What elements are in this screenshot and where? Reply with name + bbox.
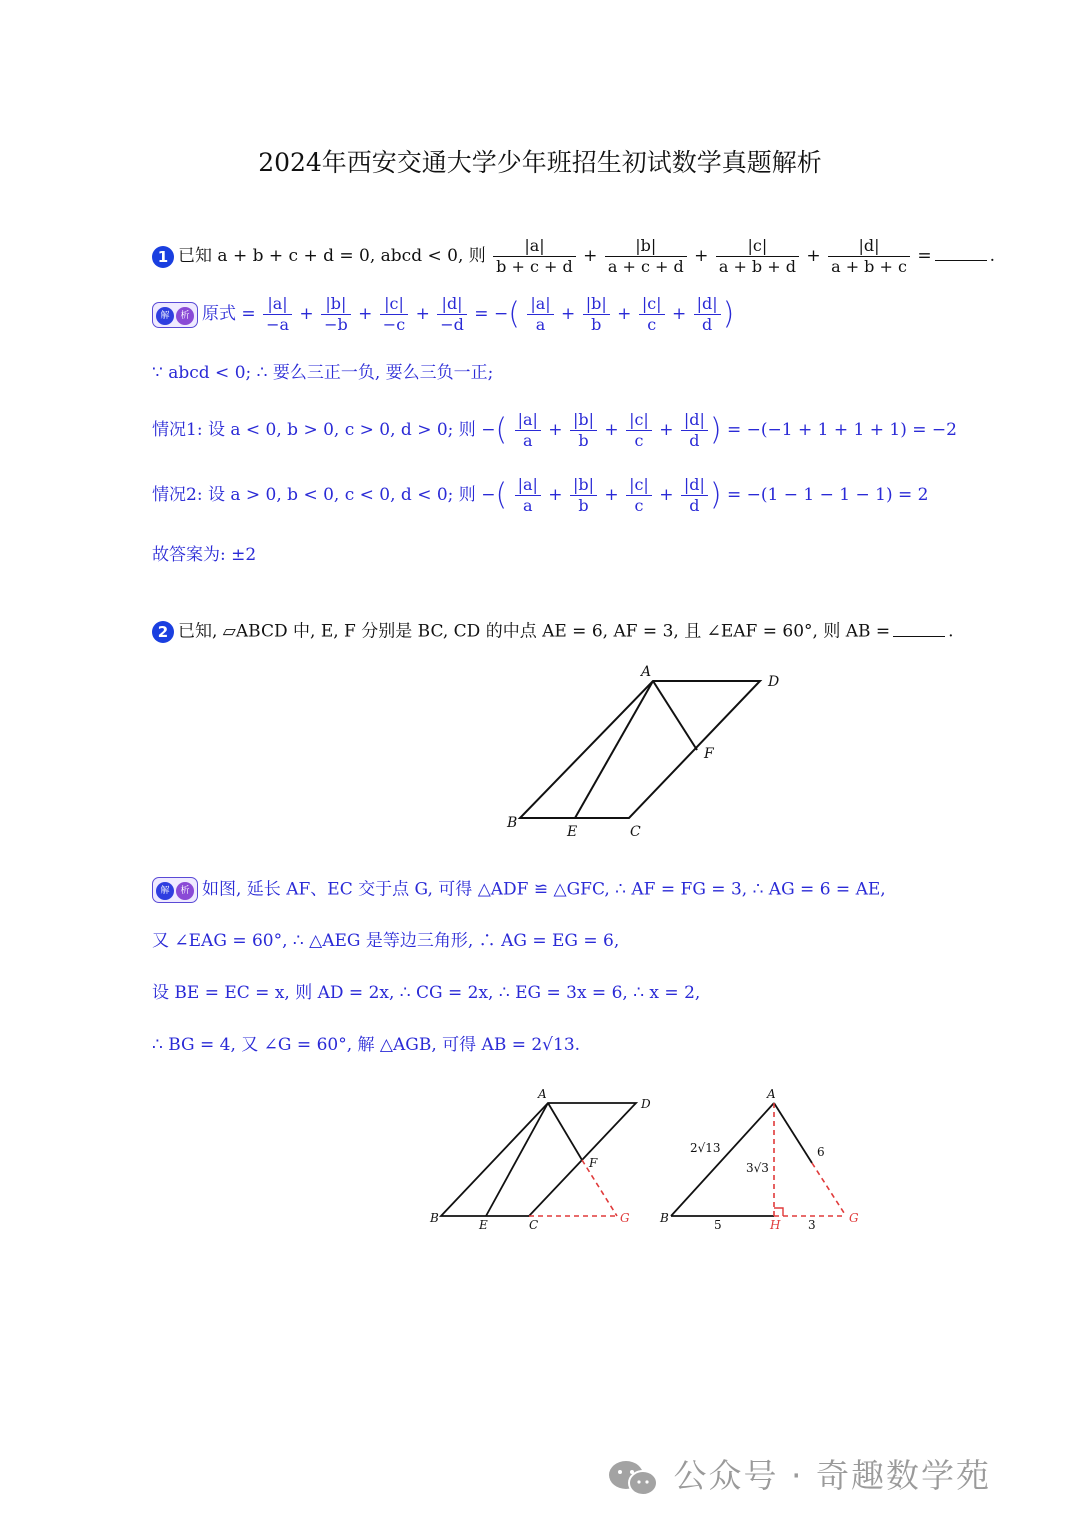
question-1-stem: 已知 a + b + c + d = 0, abcd < 0, 则 (178, 246, 486, 266)
point-label-e: E (567, 824, 578, 840)
right-angle-mark (774, 1208, 783, 1216)
svg-text:B: B (660, 1211, 669, 1225)
fraction: $\frac{|a|}{a}$ (527, 294, 553, 335)
solution-2-line-4: ∴ BG = 4, 又 ∠G = 60°, 解 △AGB, 可得 AB = 2√13. (152, 1035, 581, 1055)
solution-1-answer: 故答案为: ±2 (152, 545, 257, 565)
fraction: $\frac{|a|}{b + c + d}$ (493, 236, 576, 277)
svg-text:6: 6 (817, 1145, 825, 1159)
solution-2-line-1: 解 析 如图, 延长 AF、EC 交于点 G, 可得 △ADF ≌ △GFC, ∴ AF = FG = 3, ∴ AG = 6 = AE, (152, 877, 886, 903)
fraction: $\frac{|b|}{-b}$ (321, 294, 351, 335)
solution-1-case-1: 情况1: 设 a < 0, b > 0, c > 0, d > 0; 则 −( $\frac{|a|}{a}$ + $\frac{|b|}{b}$ + $\frac{|c|}{c}$ + $\frac{|d|}{d}$ ) = −(−1 + 1 + 1 + 1) = −2 (152, 410, 957, 450)
fraction: $\frac{|b|}{a + c + d}$ (605, 236, 687, 277)
svg-text:C: C (529, 1218, 539, 1232)
svg-text:G: G (620, 1211, 630, 1225)
solution-badge: 解 析 (152, 877, 198, 903)
solution-1-case-2: 情况2: 设 a > 0, b < 0, c < 0, d < 0; 则 −( $\frac{|a|}{a}$ + $\frac{|b|}{b}$ + $\frac{|c|}{c}$ + $\frac{|d|}{d}$ ) = −(1 − 1 − 1 − 1) = 2 (152, 475, 929, 515)
svg-text:A: A (767, 1087, 776, 1101)
svg-text:G: G (849, 1211, 859, 1225)
solution-2-line-3: 设 BE = EC = x, 则 AD = 2x, ∴ CG = 2x, ∴ EG = 3x = 6, ∴ x = 2, (152, 983, 701, 1003)
fraction: $\frac{|d|}{d}$ (694, 294, 721, 335)
svg-text:3: 3 (808, 1218, 816, 1232)
solution-1-line-2: ∵ abcd < 0; ∴ 要么三正一负, 要么三负一正; (152, 363, 494, 383)
page-title: 2024年西安交通大学少年班招生初试数学真题解析 (258, 148, 822, 177)
svg-text:3√3: 3√3 (746, 1161, 769, 1175)
question-2: 2 已知, ▱ABCD 中, E, F 分别是 BC, CD 的中点 AE = 6, AF = 3, 且 ∠EAF = 60°, 则 AB = . (152, 621, 954, 643)
svg-text:B: B (430, 1211, 439, 1225)
point-label-a: A (641, 664, 652, 680)
solution-badge: 解 析 (152, 302, 198, 328)
svg-text:E: E (479, 1218, 488, 1232)
point-label-f: F (704, 746, 714, 762)
point-label-c: C (630, 824, 641, 840)
svg-text:H: H (770, 1218, 781, 1232)
svg-text:5: 5 (714, 1218, 722, 1232)
solution-2-line-2: 又 ∠EAG = 60°, ∴ △AEG 是等边三角形, ∴ AG = EG = 6, (152, 931, 620, 951)
fraction: $\frac{|c|}{a + b + d}$ (716, 236, 799, 277)
point-label-b: B (507, 815, 518, 831)
svg-text:A: A (538, 1087, 547, 1101)
point-label-d: D (768, 674, 780, 690)
question-2-stem: 已知, ▱ABCD 中, E, F 分别是 BC, CD 的中点 AE = 6, AF = 3, 且 ∠EAF = 60°, 则 AB = (178, 621, 891, 642)
watermark-text: 公众号 · 奇趣数学苑 (673, 1456, 991, 1495)
fraction: $\frac{|d|}{a + b + c}$ (828, 236, 910, 277)
solution-1-line-1: 解 析 原式 = $\frac{|a|}{-a}$ + $\frac{|b|}{-b}$ + $\frac{|c|}{-c}$ + $\frac{|d|}{-d}$ = −( $\frac{|a|}{a}$ + $\frac{|b|}{b}$ + $\frac{|c|}{c}$ + $\frac{|d|}{d}$ ) (152, 294, 734, 335)
question-number-badge: 2 (152, 621, 174, 643)
fraction: $\frac{|a|}{-a}$ (263, 294, 292, 335)
question-number-badge: 1 (152, 246, 174, 268)
fraction: $\frac{|b|}{b}$ (583, 294, 610, 335)
question-1: 1 已知 a + b + c + d = 0, abcd < 0, 则 $\frac{|a|}{b + c + d}$ + $\frac{|b|}{a + c + d}$ + $\frac{|c|}{a + b + d}$ + $\frac{|d|}{a + b + c}$ = . (152, 236, 995, 277)
svg-text:D: D (641, 1097, 651, 1111)
svg-text:2√13: 2√13 (690, 1141, 721, 1155)
svg-text:F: F (589, 1156, 598, 1170)
fraction: $\frac{|c|}{-c}$ (380, 294, 408, 335)
wechat-watermark (605, 1450, 991, 1498)
wechat-icon (605, 1458, 661, 1498)
fraction: $\frac{|d|}{-d}$ (437, 294, 467, 335)
fraction: $\frac{|c|}{c}$ (639, 294, 665, 335)
